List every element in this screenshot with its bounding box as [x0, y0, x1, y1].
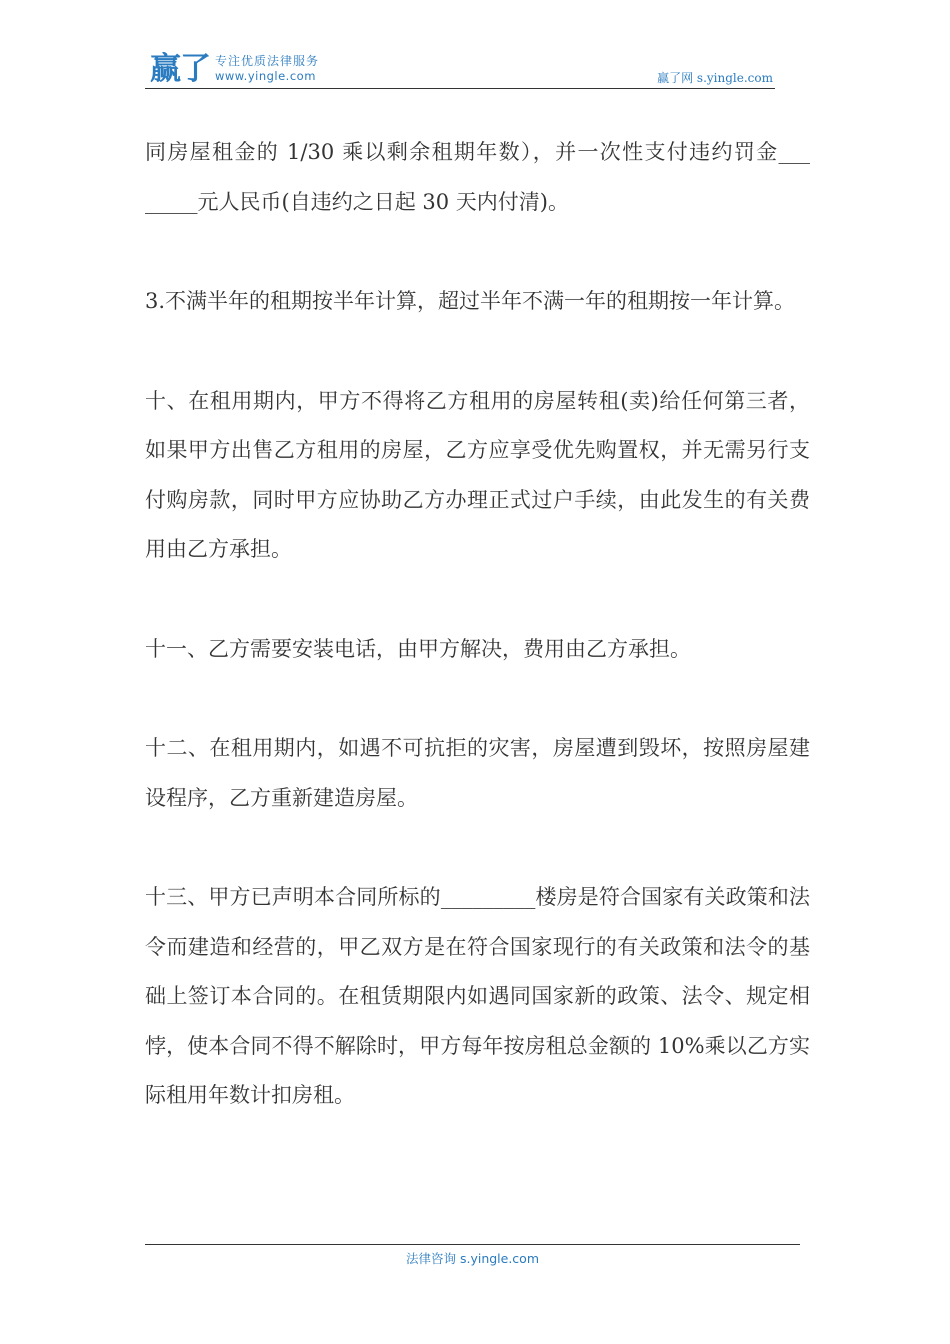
- logo-text-block: [215, 54, 319, 84]
- paragraph-clause-10: 十、在租用期内，甲方不得将乙方租用的房屋转租(卖)给任何第三者，如果甲方出售乙方租用的房屋，乙方应享受优先购置权，并无需另行支付购房款，同时甲方应协助乙方办理正式过户手续，由此发生的有关费用由乙方承担。: [145, 388, 810, 561]
- paragraph-clause-3: 3.不满半年的租期按半年计算，超过半年不满一年的租期按一年计算。: [145, 289, 796, 313]
- logo-slogan: 专注优质法律服务: [215, 54, 320, 68]
- paragraph-clause-12: 十二、在租用期内，如遇不可抗拒的灾害，房屋遭到毁坏，按照房屋建设程序，乙方重新建造房屋。: [145, 736, 810, 810]
- yingle-logo: 赢了: [150, 51, 210, 87]
- logo-url: www.yingle.com: [215, 69, 316, 83]
- footer-link[interactable]: 法律咨询 s.yingle.com: [405, 1251, 540, 1266]
- page-footer: [145, 1244, 800, 1267]
- paragraph-clause-13: 十三、甲方已声明本合同所标的_________楼房是符合国家有关政策和法令而建造和经营的，甲乙双方是在符合国家现行的有关政策和法令的基础上签订本合同的。在租赁期限内如遇同国家新的政策、法令、规定相悖，使本合同不得不解除时，甲方每年按房租总金额的 10%乘以乙方实际租用年数计扣房租。: [145, 885, 810, 1107]
- paragraph-penalty-continuation: 同房屋租金的 1/30 乘以剩余租期年数），并一次性支付违约罚金___ _____元人民币(自违约之日起 30 天内付清)。: [145, 140, 817, 214]
- paragraph-clause-11: 十一、乙方需要安装电话，由甲方解决，费用由乙方承担。: [145, 636, 691, 661]
- document-body: [145, 128, 817, 1171]
- page-header: [145, 50, 775, 89]
- header-site-link[interactable]: 赢了网 s.yingle.com: [657, 71, 773, 85]
